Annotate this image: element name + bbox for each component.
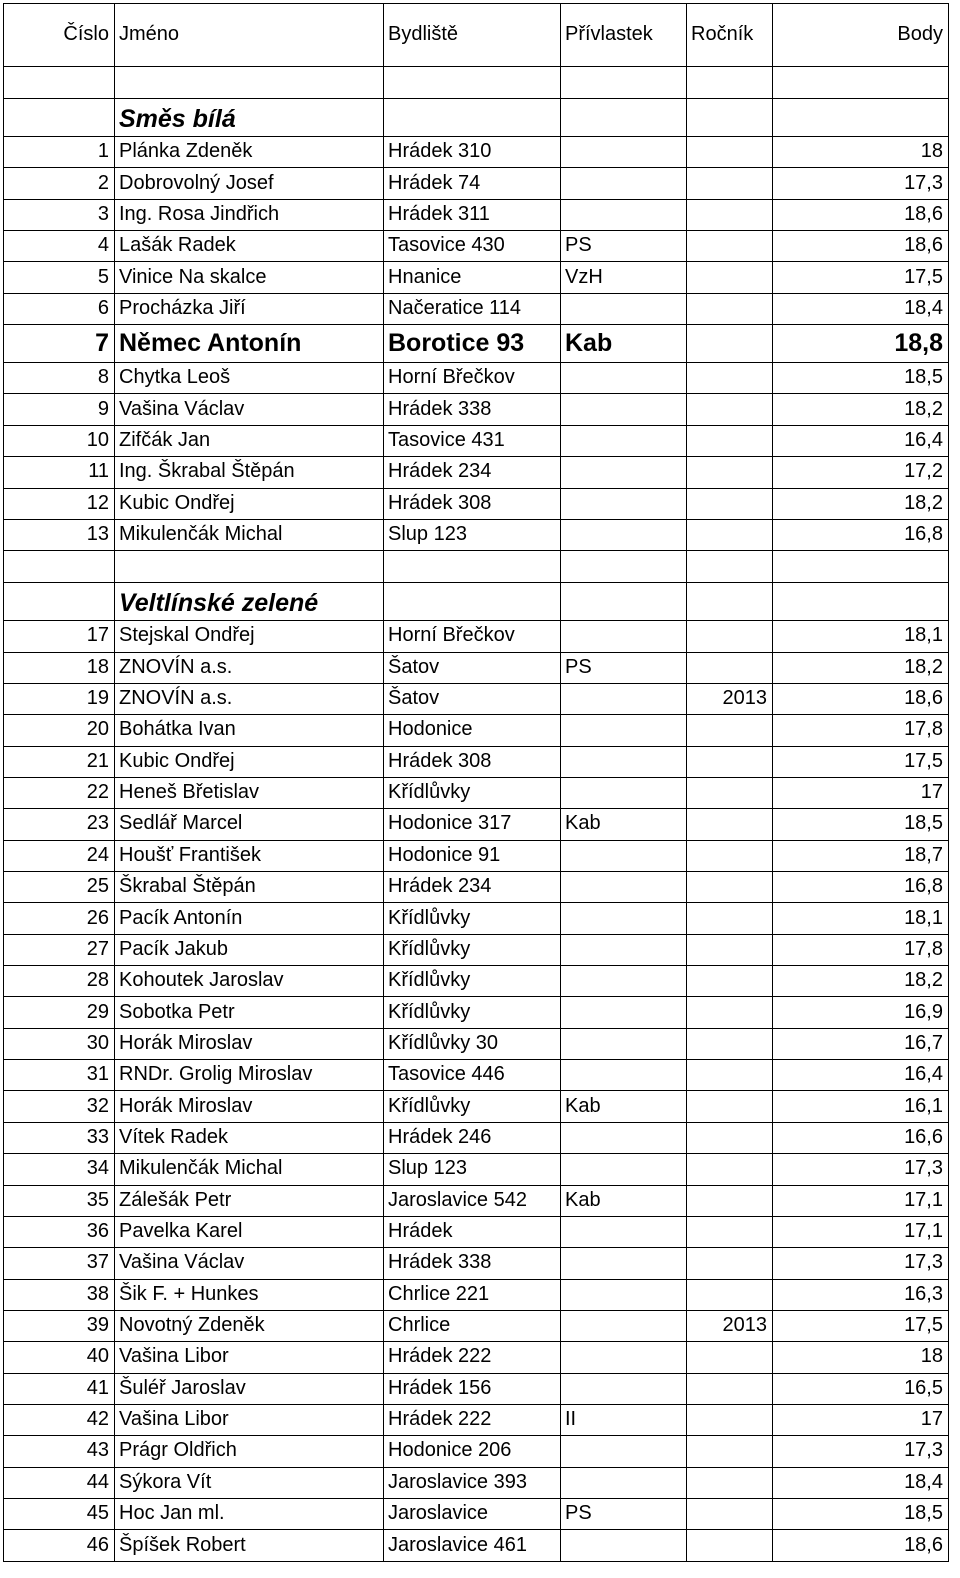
cell-vintage bbox=[686, 808, 772, 839]
cell-number: 43 bbox=[86, 1439, 109, 1462]
cell-attribute: VzH bbox=[565, 265, 603, 288]
cell-residence: Borotice 93 bbox=[388, 328, 525, 357]
cell-number: 39 bbox=[86, 1314, 109, 1337]
cell-residence: Horní Břečkov bbox=[388, 366, 515, 389]
cell-points: 17,3 bbox=[904, 1157, 943, 1180]
cell-name: Stejskal Ondřej bbox=[119, 624, 255, 647]
cell-vintage bbox=[686, 996, 772, 1027]
cell-residence: Chrlice bbox=[388, 1314, 451, 1337]
column-divider bbox=[560, 3, 561, 1562]
cell-attribute bbox=[560, 746, 686, 777]
cell-name: Heneš Břetislav bbox=[119, 781, 260, 804]
cell-name: Chytka Leoš bbox=[119, 366, 231, 389]
cell-number: 8 bbox=[97, 366, 109, 389]
cell-name: Houšť František bbox=[119, 843, 261, 866]
cell-vintage bbox=[686, 1153, 772, 1184]
cell-points: 17,5 bbox=[904, 1314, 943, 1337]
cell-residence: Křídlůvky bbox=[388, 781, 471, 804]
cell-vintage bbox=[686, 1467, 772, 1498]
cell-number: 45 bbox=[86, 1502, 109, 1525]
header-vintage: Ročník bbox=[691, 23, 754, 45]
cell-points: 16,5 bbox=[904, 1376, 943, 1399]
cell-attribute bbox=[560, 488, 686, 519]
cell-points: 18,5 bbox=[904, 366, 943, 389]
cell-name: Sobotka Petr bbox=[119, 1000, 235, 1023]
cell-number: 3 bbox=[97, 202, 109, 225]
cell-name: Pacík Antonín bbox=[119, 906, 243, 929]
cell-vintage bbox=[686, 1059, 772, 1090]
cell-vintage bbox=[686, 1090, 772, 1121]
cell-points: 16,3 bbox=[904, 1282, 943, 1305]
cell-points: 16,6 bbox=[904, 1125, 943, 1148]
cell-number: 6 bbox=[97, 296, 109, 319]
cell-residence: Hrádek 74 bbox=[388, 171, 481, 194]
cell-residence: Načeratice 114 bbox=[388, 296, 522, 319]
cell-attribute bbox=[560, 199, 686, 230]
cell-number: 1 bbox=[97, 140, 109, 163]
cell-residence: Hrádek 156 bbox=[388, 1376, 492, 1399]
cell-number: 30 bbox=[86, 1031, 109, 1054]
cell-number: 9 bbox=[97, 397, 109, 420]
cell-points: 17,3 bbox=[904, 171, 943, 194]
cell-name: Vinice Na skalce bbox=[119, 265, 267, 288]
cell-vintage bbox=[686, 488, 772, 519]
cell-number: 18 bbox=[86, 655, 109, 678]
cell-number: 35 bbox=[86, 1188, 109, 1211]
cell-number: 10 bbox=[86, 428, 109, 451]
cell-points: 17 bbox=[920, 1408, 943, 1431]
cell-name: ZNOVÍN a.s. bbox=[119, 655, 233, 678]
cell-points: 18 bbox=[920, 1345, 943, 1368]
cell-vintage bbox=[686, 871, 772, 902]
row-divider bbox=[3, 66, 948, 67]
cell-attribute bbox=[560, 902, 686, 933]
cell-attribute bbox=[560, 1310, 686, 1341]
cell-attribute bbox=[560, 1529, 686, 1560]
cell-name: Ing. Rosa Jindřich bbox=[119, 202, 280, 225]
cell-points: 18,5 bbox=[904, 812, 943, 835]
cell-attribute bbox=[560, 1279, 686, 1310]
cell-points: 18,6 bbox=[904, 1533, 943, 1556]
cell-number: 21 bbox=[86, 749, 109, 772]
cell-residence: Jaroslavice 542 bbox=[388, 1188, 527, 1211]
cell-residence: Horní Břečkov bbox=[388, 624, 515, 647]
cell-number: 25 bbox=[86, 875, 109, 898]
cell-vintage bbox=[686, 620, 772, 651]
cell-name: Sedlář Marcel bbox=[119, 812, 243, 835]
cell-attribute bbox=[560, 393, 686, 424]
cell-name: Pavelka Karel bbox=[119, 1220, 243, 1243]
cell-attribute: PS bbox=[565, 234, 592, 257]
cell-number: 24 bbox=[86, 843, 109, 866]
cell-name: Němec Antonín bbox=[119, 328, 302, 357]
cell-attribute bbox=[560, 965, 686, 996]
cell-points: 18,2 bbox=[904, 397, 943, 420]
cell-points: 16,8 bbox=[904, 875, 943, 898]
column-divider bbox=[948, 3, 949, 1562]
cell-attribute: Kab bbox=[565, 1188, 601, 1211]
cell-points: 17,2 bbox=[904, 460, 943, 483]
cell-vintage bbox=[686, 324, 772, 362]
cell-points: 16,7 bbox=[904, 1031, 943, 1054]
column-divider bbox=[3, 3, 4, 1562]
cell-vintage bbox=[686, 1247, 772, 1278]
cell-points: 16,1 bbox=[904, 1094, 943, 1117]
cell-points: 17,8 bbox=[904, 937, 943, 960]
cell-residence: Hodonice 317 bbox=[388, 812, 512, 835]
cell-residence: Hrádek 222 bbox=[388, 1408, 492, 1431]
cell-points: 18 bbox=[920, 140, 943, 163]
cell-name: Vašina Václav bbox=[119, 397, 245, 420]
cell-residence: Tasovice 431 bbox=[388, 428, 505, 451]
cell-vintage bbox=[686, 1341, 772, 1372]
cell-name: Zálešák Petr bbox=[119, 1188, 232, 1211]
cell-points: 18,2 bbox=[904, 491, 943, 514]
cell-attribute bbox=[560, 1341, 686, 1372]
cell-residence: Jaroslavice 461 bbox=[388, 1533, 527, 1556]
cell-name: Zifčák Jan bbox=[119, 428, 211, 451]
cell-number: 38 bbox=[86, 1282, 109, 1305]
cell-name: Bohátka Ivan bbox=[119, 718, 236, 741]
cell-vintage bbox=[686, 167, 772, 198]
cell-name: Horák Miroslav bbox=[119, 1031, 253, 1054]
cell-vintage: 2013 bbox=[722, 1314, 767, 1337]
cell-name: Plánka Zdeněk bbox=[119, 140, 253, 163]
cell-vintage bbox=[686, 1498, 772, 1529]
cell-name: Hoc Jan ml. bbox=[119, 1502, 225, 1525]
cell-residence: Křídlůvky bbox=[388, 1094, 471, 1117]
cell-number: 7 bbox=[95, 328, 109, 357]
column-divider bbox=[114, 3, 115, 1562]
cell-attribute bbox=[560, 1122, 686, 1153]
cell-name: Mikulenčák Michal bbox=[119, 1157, 283, 1180]
column-divider bbox=[772, 3, 773, 1562]
cell-vintage bbox=[686, 199, 772, 230]
cell-number: 27 bbox=[86, 937, 109, 960]
cell-number: 29 bbox=[86, 1000, 109, 1023]
cell-residence: Tasovice 446 bbox=[388, 1063, 505, 1086]
header-points: Body bbox=[897, 23, 943, 45]
cell-points: 18,6 bbox=[904, 687, 943, 710]
cell-residence: Hrádek 234 bbox=[388, 875, 492, 898]
cell-vintage bbox=[686, 1435, 772, 1466]
cell-name: Ing. Škrabal Štěpán bbox=[119, 460, 295, 483]
cell-attribute bbox=[560, 1435, 686, 1466]
cell-attribute: Kab bbox=[565, 1094, 601, 1117]
cell-attribute: PS bbox=[565, 655, 592, 678]
cell-residence: Tasovice 430 bbox=[388, 234, 505, 257]
cell-points: 18,2 bbox=[904, 969, 943, 992]
cell-number: 44 bbox=[86, 1470, 109, 1493]
cell-attribute bbox=[560, 425, 686, 456]
cell-name: RNDr. Grolig Miroslav bbox=[119, 1063, 313, 1086]
cell-number: 37 bbox=[86, 1251, 109, 1274]
cell-residence: Šatov bbox=[388, 687, 440, 710]
cell-number: 2 bbox=[97, 171, 109, 194]
section-title: Směs bílá bbox=[119, 105, 236, 133]
cell-number: 31 bbox=[86, 1063, 109, 1086]
cell-residence: Chrlice 221 bbox=[388, 1282, 490, 1305]
cell-points: 17,5 bbox=[904, 265, 943, 288]
cell-vintage bbox=[686, 393, 772, 424]
cell-residence: Jaroslavice bbox=[388, 1502, 489, 1525]
cell-number: 12 bbox=[86, 491, 109, 514]
cell-residence: Hrádek bbox=[388, 1220, 453, 1243]
cell-vintage bbox=[686, 261, 772, 292]
cell-points: 18,4 bbox=[904, 296, 943, 319]
cell-attribute bbox=[560, 1216, 686, 1247]
cell-vintage bbox=[686, 652, 772, 683]
cell-name: Vašina Libor bbox=[119, 1345, 229, 1368]
cell-name: Procházka Jiří bbox=[119, 296, 246, 319]
cell-name: Dobrovolný Josef bbox=[119, 171, 274, 194]
cell-attribute bbox=[560, 777, 686, 808]
cell-residence: Křídlůvky bbox=[388, 937, 471, 960]
cell-attribute bbox=[560, 136, 686, 167]
section-title: Veltlínské zelené bbox=[119, 589, 319, 618]
cell-vintage bbox=[686, 1529, 772, 1560]
cell-vintage bbox=[686, 1122, 772, 1153]
cell-attribute bbox=[560, 1059, 686, 1090]
cell-residence: Hodonice 91 bbox=[388, 843, 501, 866]
cell-name: Horák Miroslav bbox=[119, 1094, 253, 1117]
cell-residence: Křídlůvky 30 bbox=[388, 1031, 499, 1054]
cell-points: 18,2 bbox=[904, 655, 943, 678]
cell-points: 17,3 bbox=[904, 1439, 943, 1462]
cell-residence: Hrádek 246 bbox=[388, 1125, 492, 1148]
cell-name: Mikulenčák Michal bbox=[119, 523, 283, 546]
cell-residence: Jaroslavice 393 bbox=[388, 1470, 527, 1493]
cell-vintage bbox=[686, 746, 772, 777]
cell-attribute bbox=[560, 1028, 686, 1059]
column-divider bbox=[383, 3, 384, 1562]
cell-number: 19 bbox=[86, 687, 109, 710]
cell-number: 36 bbox=[86, 1220, 109, 1243]
cell-vintage bbox=[686, 934, 772, 965]
cell-attribute: Kab bbox=[565, 812, 601, 835]
cell-residence: Hrádek 222 bbox=[388, 1345, 492, 1368]
cell-residence: Hrádek 308 bbox=[388, 749, 492, 772]
cell-attribute bbox=[560, 934, 686, 965]
cell-attribute bbox=[560, 871, 686, 902]
cell-number: 20 bbox=[86, 718, 109, 741]
cell-number: 22 bbox=[86, 781, 109, 804]
cell-points: 18,6 bbox=[904, 234, 943, 257]
cell-points: 18,5 bbox=[904, 1502, 943, 1525]
cell-points: 18,7 bbox=[904, 843, 943, 866]
cell-number: 46 bbox=[86, 1533, 109, 1556]
cell-vintage bbox=[686, 840, 772, 871]
cell-points: 17,1 bbox=[904, 1220, 943, 1243]
cell-number: 11 bbox=[88, 460, 109, 483]
table-bottom-border bbox=[3, 1561, 948, 1562]
header-number: Číslo bbox=[63, 23, 109, 45]
cell-vintage bbox=[686, 362, 772, 393]
cell-attribute bbox=[560, 1247, 686, 1278]
cell-residence: Hodonice 206 bbox=[388, 1439, 512, 1462]
header-attribute: Přívlastek bbox=[565, 23, 653, 45]
cell-vintage bbox=[686, 1028, 772, 1059]
cell-points: 18,4 bbox=[904, 1470, 943, 1493]
cell-residence: Slup 123 bbox=[388, 523, 467, 546]
cell-vintage bbox=[686, 777, 772, 808]
cell-name: Lašák Radek bbox=[119, 234, 236, 257]
cell-vintage bbox=[686, 1373, 772, 1404]
cell-residence: Křídlůvky bbox=[388, 1000, 471, 1023]
cell-attribute: PS bbox=[565, 1502, 592, 1525]
cell-points: 16,4 bbox=[904, 1063, 943, 1086]
cell-residence: Hrádek 308 bbox=[388, 491, 492, 514]
cell-vintage: 2013 bbox=[722, 687, 767, 710]
cell-vintage bbox=[686, 1216, 772, 1247]
cell-number: 42 bbox=[86, 1408, 109, 1431]
cell-vintage bbox=[686, 519, 772, 550]
cell-vintage bbox=[686, 456, 772, 487]
cell-name: Vašina Václav bbox=[119, 1251, 245, 1274]
cell-name: Škrabal Štěpán bbox=[119, 875, 256, 898]
cell-attribute bbox=[560, 996, 686, 1027]
cell-vintage bbox=[686, 714, 772, 745]
cell-vintage bbox=[686, 1279, 772, 1310]
cell-number: 40 bbox=[86, 1345, 109, 1368]
cell-attribute bbox=[560, 840, 686, 871]
cell-number: 26 bbox=[86, 906, 109, 929]
cell-number: 5 bbox=[97, 265, 109, 288]
cell-name: Pacík Jakub bbox=[119, 937, 228, 960]
cell-number: 28 bbox=[86, 969, 109, 992]
cell-points: 18,1 bbox=[904, 624, 943, 647]
cell-attribute bbox=[560, 456, 686, 487]
cell-attribute: II bbox=[565, 1408, 577, 1431]
cell-residence: Hrádek 338 bbox=[388, 397, 492, 420]
cell-name: Novotný Zdeněk bbox=[119, 1314, 265, 1337]
cell-name: Kohoutek Jaroslav bbox=[119, 969, 284, 992]
header-residence: Bydliště bbox=[388, 23, 459, 45]
cell-points: 16,4 bbox=[904, 428, 943, 451]
cell-attribute bbox=[560, 620, 686, 651]
column-divider bbox=[686, 3, 687, 1562]
cell-attribute bbox=[560, 293, 686, 324]
cell-points: 18,8 bbox=[894, 328, 943, 357]
cell-vintage bbox=[686, 425, 772, 456]
cell-number: 41 bbox=[86, 1376, 109, 1399]
cell-points: 17,5 bbox=[904, 749, 943, 772]
cell-name: Prágr Oldřich bbox=[119, 1439, 237, 1462]
cell-points: 16,9 bbox=[904, 1000, 943, 1023]
cell-attribute bbox=[560, 519, 686, 550]
cell-residence: Křídlůvky bbox=[388, 969, 471, 992]
cell-vintage bbox=[686, 230, 772, 261]
cell-name: Kubic Ondřej bbox=[119, 749, 235, 772]
cell-number: 17 bbox=[86, 624, 109, 647]
cell-number: 13 bbox=[86, 523, 109, 546]
cell-residence: Hrádek 338 bbox=[388, 1251, 492, 1274]
cell-attribute bbox=[560, 1373, 686, 1404]
cell-vintage bbox=[686, 293, 772, 324]
cell-number: 34 bbox=[86, 1157, 109, 1180]
cell-points: 17,1 bbox=[904, 1188, 943, 1211]
cell-attribute bbox=[560, 1467, 686, 1498]
cell-residence: Hodonice bbox=[388, 718, 473, 741]
cell-attribute bbox=[560, 714, 686, 745]
cell-name: Sýkora Vít bbox=[119, 1470, 212, 1493]
cell-points: 18,1 bbox=[904, 906, 943, 929]
cell-points: 16,8 bbox=[904, 523, 943, 546]
cell-name: Vašina Libor bbox=[119, 1408, 229, 1431]
cell-name: ZNOVÍN a.s. bbox=[119, 687, 233, 710]
cell-attribute bbox=[560, 1153, 686, 1184]
cell-attribute bbox=[560, 362, 686, 393]
cell-residence: Hrádek 310 bbox=[388, 140, 492, 163]
cell-vintage bbox=[686, 902, 772, 933]
cell-name: Vítek Radek bbox=[119, 1125, 228, 1148]
cell-residence: Křídlůvky bbox=[388, 906, 471, 929]
cell-vintage bbox=[686, 1404, 772, 1435]
cell-number: 32 bbox=[86, 1094, 109, 1117]
cell-residence: Hrádek 234 bbox=[388, 460, 492, 483]
cell-residence: Hnanice bbox=[388, 265, 462, 288]
cell-name: Kubic Ondřej bbox=[119, 491, 235, 514]
cell-vintage bbox=[686, 1185, 772, 1216]
cell-residence: Šatov bbox=[388, 655, 440, 678]
cell-attribute bbox=[560, 683, 686, 714]
cell-attribute: Kab bbox=[565, 328, 613, 357]
cell-number: 23 bbox=[86, 812, 109, 835]
header-name: Jméno bbox=[119, 23, 180, 45]
cell-name: Špíšek Robert bbox=[119, 1533, 246, 1556]
cell-number: 33 bbox=[86, 1125, 109, 1148]
cell-number: 4 bbox=[97, 234, 109, 257]
cell-points: 18,6 bbox=[904, 202, 943, 225]
cell-name: Šik F. + Hunkes bbox=[119, 1282, 259, 1305]
cell-points: 17,8 bbox=[904, 718, 943, 741]
cell-name: Šuléř Jaroslav bbox=[119, 1376, 246, 1399]
cell-vintage bbox=[686, 965, 772, 996]
cell-residence: Hrádek 311 bbox=[388, 202, 490, 225]
cell-attribute bbox=[560, 167, 686, 198]
cell-vintage bbox=[686, 136, 772, 167]
cell-points: 17 bbox=[920, 781, 943, 804]
cell-residence: Slup 123 bbox=[388, 1157, 467, 1180]
cell-points: 17,3 bbox=[904, 1251, 943, 1274]
row-divider bbox=[3, 550, 948, 551]
